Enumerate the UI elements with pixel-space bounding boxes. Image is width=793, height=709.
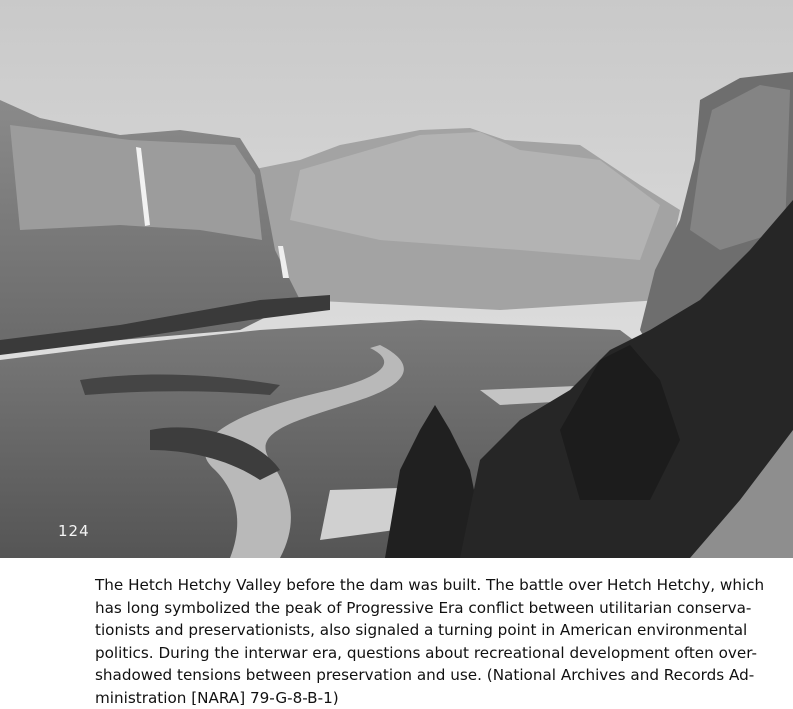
caption-line: ministration [NARA] 79-G-8-B-1) [95, 687, 703, 709]
caption-line: The Hetch Hetchy Valley before the dam was built. The battle over Hetch Hetchy, which [95, 574, 703, 597]
caption-line: has long symbolized the peak of Progressive Era conflict between utilitarian conserva- [95, 597, 703, 620]
caption-line: shadowed tensions between preservation and use. (National Archives and Records Ad- [95, 664, 703, 687]
figure-caption [95, 574, 703, 709]
caption-line: politics. During the interwar era, questions about recreational development often over- [95, 642, 703, 665]
caption-line: tionists and preservationists, also signaled a turning point in American environmental [95, 619, 703, 642]
plate-number: 124 [58, 522, 90, 540]
